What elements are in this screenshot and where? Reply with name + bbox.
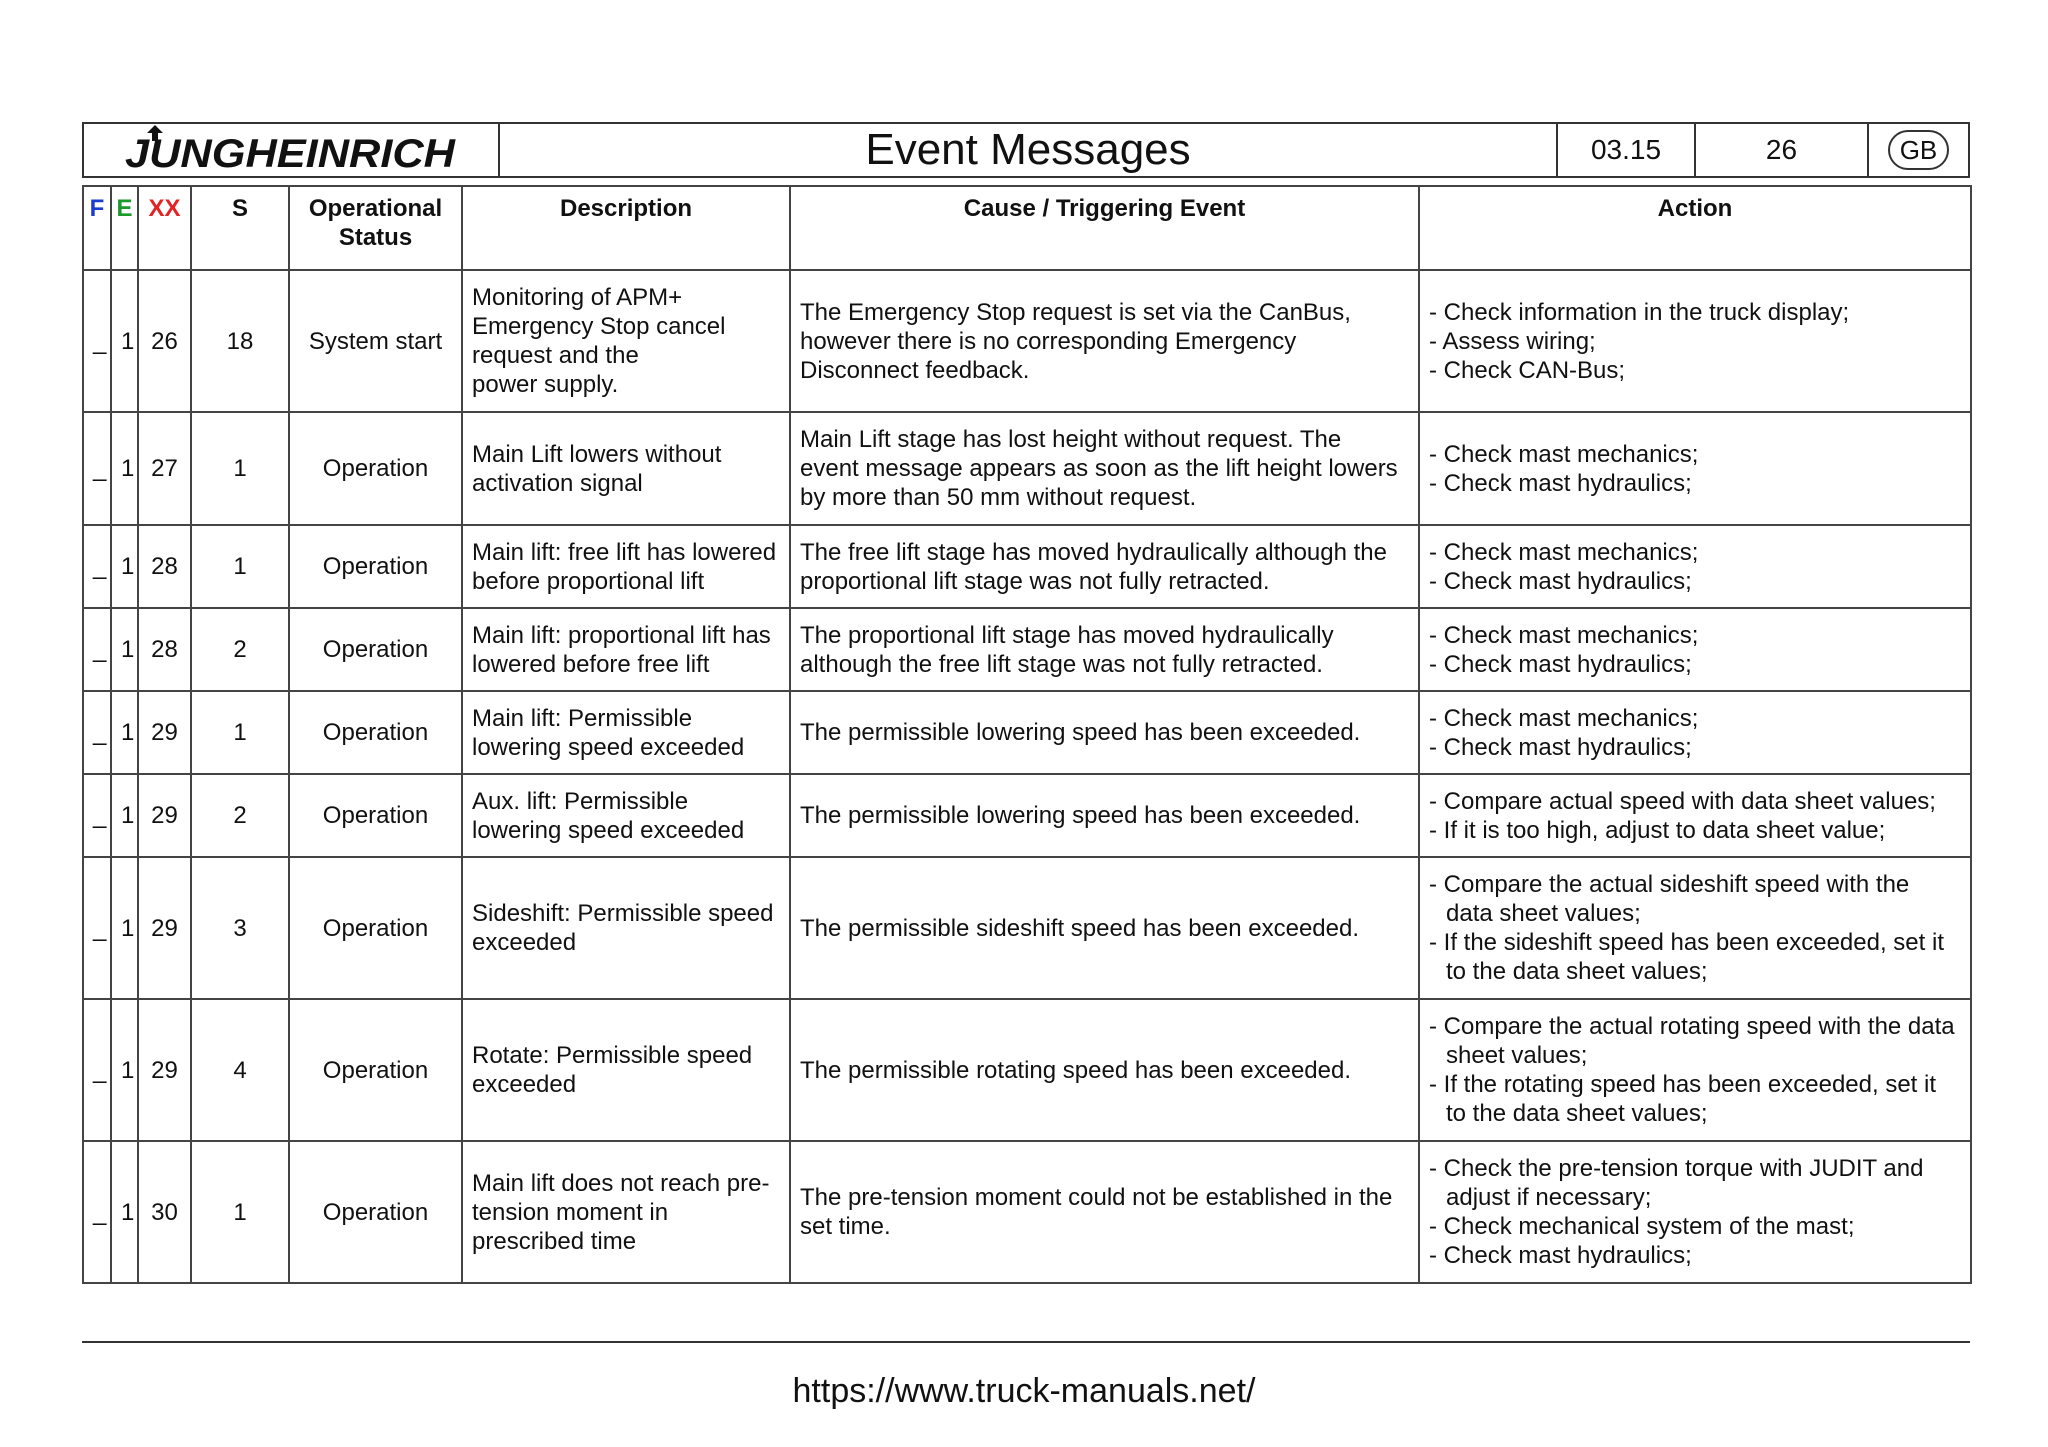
description-line: Main Lift lowers without	[472, 440, 722, 468]
cell-f: _	[83, 691, 111, 774]
column-header-status: Operational Status	[289, 186, 462, 270]
description-line: Aux. lift: Permissible	[472, 787, 689, 815]
cell-cause	[790, 999, 1419, 1141]
language-badge: GB	[1888, 130, 1950, 170]
description-line: tension moment in	[472, 1198, 669, 1226]
jungheinrich-logo	[121, 125, 461, 175]
cell-xx: 30	[138, 1141, 191, 1283]
cell-s: 1	[191, 691, 289, 774]
footer-url: https://www.truck-manuals.net/	[792, 1372, 1256, 1410]
action-line: - Compare actual speed with data sheet values;	[1429, 787, 1936, 815]
cell-s: 1	[191, 1141, 289, 1283]
cell-f: _	[83, 525, 111, 608]
cell-e: 1	[111, 412, 138, 525]
svg-text:JUNGHEINRICH: JUNGHEINRICH	[125, 132, 457, 175]
description-line: prescribed time	[472, 1227, 637, 1255]
cell-xx: 29	[138, 691, 191, 774]
cell-status: System start	[289, 270, 462, 412]
cause-line: The permissible sideshift speed has been exceeded.	[800, 914, 1360, 942]
cell-cause	[790, 1141, 1419, 1283]
table-row	[83, 999, 1971, 1141]
cell-xx: 29	[138, 774, 191, 857]
cell-cause	[790, 774, 1419, 857]
cause-line: Disconnect feedback.	[800, 356, 1030, 384]
cell-xx: 29	[138, 999, 191, 1141]
cause-line: set time.	[800, 1213, 891, 1240]
description-line: Main lift: Permissible	[472, 704, 693, 732]
description-line: Sideshift: Permissible speed	[472, 900, 774, 927]
cell-status: Operation	[289, 525, 462, 608]
table-row	[83, 857, 1971, 999]
cell-action	[1419, 608, 1971, 691]
cell-e: 1	[111, 691, 138, 774]
action-line: - Check mast hydraulics;	[1429, 733, 1692, 761]
issue-date: 03.15	[1558, 124, 1696, 176]
action-line: - Check information in the truck display;	[1429, 298, 1850, 326]
cell-action	[1419, 691, 1971, 774]
cell-status: Operation	[289, 691, 462, 774]
cell-description	[462, 999, 790, 1141]
description-line: Main lift does not reach pre-	[472, 1169, 770, 1197]
cell-status: Operation	[289, 774, 462, 857]
cell-xx: 28	[138, 608, 191, 691]
action-line: - Check mast mechanics;	[1429, 538, 1699, 566]
cell-e: 1	[111, 608, 138, 691]
description-line: activation signal	[472, 469, 643, 497]
cell-status: Operation	[289, 412, 462, 525]
cause-line: The permissible lowering speed has been exceeded.	[800, 719, 1361, 746]
cell-e: 1	[111, 1141, 138, 1283]
description-line: Monitoring of APM+	[472, 284, 683, 311]
table-row	[83, 1141, 1971, 1283]
cell-f: _	[83, 412, 111, 525]
cause-line: proportional lift stage was not fully retracted.	[800, 567, 1270, 595]
description-line: lowered before free lift	[472, 650, 710, 678]
column-header-action: Action	[1419, 186, 1971, 270]
action-line: - If the sideshift speed has been exceeded, set it to the data sheet values;	[1429, 929, 1944, 985]
cause-line: although the free lift stage was not fully retracted.	[800, 650, 1323, 678]
action-line: - Check mast hydraulics;	[1429, 650, 1692, 678]
table-row	[83, 608, 1971, 691]
action-line: - Compare the actual rotating speed with the data sheet values;	[1429, 1013, 1955, 1069]
cell-status: Operation	[289, 999, 462, 1141]
cell-f: _	[83, 774, 111, 857]
cell-action	[1419, 412, 1971, 525]
action-line: - Compare the actual sideshift speed with the data sheet values;	[1429, 871, 1910, 927]
table-row	[83, 270, 1971, 412]
cell-status: Operation	[289, 857, 462, 999]
cell-cause	[790, 412, 1419, 525]
cell-description	[462, 774, 790, 857]
page-title: Event Messages	[500, 124, 1558, 176]
cell-xx: 29	[138, 857, 191, 999]
cell-description	[462, 412, 790, 525]
cell-s: 3	[191, 857, 289, 999]
cell-s: 1	[191, 412, 289, 525]
footer-divider	[82, 1341, 1970, 1343]
cell-description	[462, 691, 790, 774]
cell-e: 1	[111, 270, 138, 412]
cell-action	[1419, 857, 1971, 999]
cell-action	[1419, 270, 1971, 412]
language-cell	[1869, 124, 1968, 176]
cell-action	[1419, 774, 1971, 857]
table-header-row	[83, 186, 1971, 270]
cell-f: _	[83, 999, 111, 1141]
column-header-s: S	[191, 186, 289, 270]
cell-e: 1	[111, 774, 138, 857]
cause-line: by more than 50 mm without request.	[800, 484, 1197, 511]
action-line: - If it is too high, adjust to data sheet value;	[1429, 816, 1886, 844]
cell-e: 1	[111, 525, 138, 608]
cell-f: _	[83, 857, 111, 999]
cell-cause	[790, 691, 1419, 774]
cell-xx: 26	[138, 270, 191, 412]
action-line: - Check mast hydraulics;	[1429, 567, 1692, 595]
cell-cause	[790, 270, 1419, 412]
cell-action	[1419, 525, 1971, 608]
cause-line: however there is no corresponding Emergency	[800, 327, 1297, 355]
cell-xx: 27	[138, 412, 191, 525]
cell-action	[1419, 1141, 1971, 1283]
cell-e: 1	[111, 857, 138, 999]
column-header-e: E	[111, 186, 138, 270]
cell-s: 4	[191, 999, 289, 1141]
cell-f: _	[83, 270, 111, 412]
page-number: 26	[1696, 124, 1869, 176]
cell-f: _	[83, 608, 111, 691]
cause-line: The proportional lift stage has moved hydraulically	[800, 621, 1334, 649]
action-line: - Check mast mechanics;	[1429, 704, 1699, 732]
cell-cause	[790, 525, 1419, 608]
description-line: exceeded	[472, 929, 577, 956]
description-line: lowering speed exceeded	[472, 816, 745, 844]
table-row	[83, 691, 1971, 774]
cause-line: The permissible lowering speed has been exceeded.	[800, 802, 1361, 829]
cause-line: Main Lift stage has lost height without request. The	[800, 426, 1342, 453]
cell-e: 1	[111, 999, 138, 1141]
action-line: - Check CAN-Bus;	[1429, 356, 1626, 384]
column-header-xx: XX	[138, 186, 191, 270]
table-row	[83, 525, 1971, 608]
action-line: - Check mast hydraulics;	[1429, 469, 1692, 497]
cell-action	[1419, 999, 1971, 1141]
cell-description	[462, 857, 790, 999]
cell-description	[462, 270, 790, 412]
action-line: - Check mast mechanics;	[1429, 621, 1699, 649]
cell-cause	[790, 608, 1419, 691]
event-rows	[83, 270, 1971, 1283]
table-row	[83, 412, 1971, 525]
cause-line: event message appears as soon as the lift height lowers	[800, 455, 1398, 482]
cell-status: Operation	[289, 1141, 462, 1283]
cell-description	[462, 1141, 790, 1283]
event-messages-table	[82, 185, 1972, 1284]
logo-cell	[84, 124, 500, 176]
cell-s: 2	[191, 774, 289, 857]
description-line: request and the	[472, 342, 639, 369]
action-line: - Check mast mechanics;	[1429, 440, 1699, 468]
cell-description	[462, 608, 790, 691]
action-line: - Check mast hydraulics;	[1429, 1242, 1692, 1269]
description-line: Emergency Stop cancel	[472, 313, 726, 340]
action-line: - Check mechanical system of the mast;	[1429, 1213, 1855, 1240]
cell-s: 2	[191, 608, 289, 691]
description-line: exceeded	[472, 1071, 577, 1098]
action-line: - Assess wiring;	[1429, 327, 1596, 355]
cause-line: The free lift stage has moved hydraulically although the	[800, 538, 1388, 566]
cell-description	[462, 525, 790, 608]
cause-line: The pre-tension moment could not be established in the	[800, 1184, 1393, 1211]
cause-line: The Emergency Stop request is set via the CanBus,	[800, 298, 1351, 326]
page-header	[82, 122, 1970, 178]
cell-xx: 28	[138, 525, 191, 608]
action-line: - Check the pre-tension torque with JUDIT and adjust if necessary;	[1429, 1155, 1924, 1211]
column-header-f: F	[83, 186, 111, 270]
description-line: Rotate: Permissible speed	[472, 1042, 753, 1069]
cell-status: Operation	[289, 608, 462, 691]
description-line: lowering speed exceeded	[472, 733, 745, 761]
table-row	[83, 774, 1971, 857]
cell-f: _	[83, 1141, 111, 1283]
column-header-description: Description	[462, 186, 790, 270]
column-header-cause: Cause / Triggering Event	[790, 186, 1419, 270]
description-line: before proportional lift	[472, 567, 705, 595]
description-line: Main lift: proportional lift has	[472, 621, 771, 649]
cell-s: 18	[191, 270, 289, 412]
cell-cause	[790, 857, 1419, 999]
action-line: - If the rotating speed has been exceeded, set it to the data sheet values;	[1429, 1071, 1936, 1127]
description-line: power supply.	[472, 371, 619, 398]
description-line: Main lift: free lift has lowered	[472, 538, 777, 566]
cell-s: 1	[191, 525, 289, 608]
cause-line: The permissible rotating speed has been exceeded.	[800, 1056, 1352, 1084]
